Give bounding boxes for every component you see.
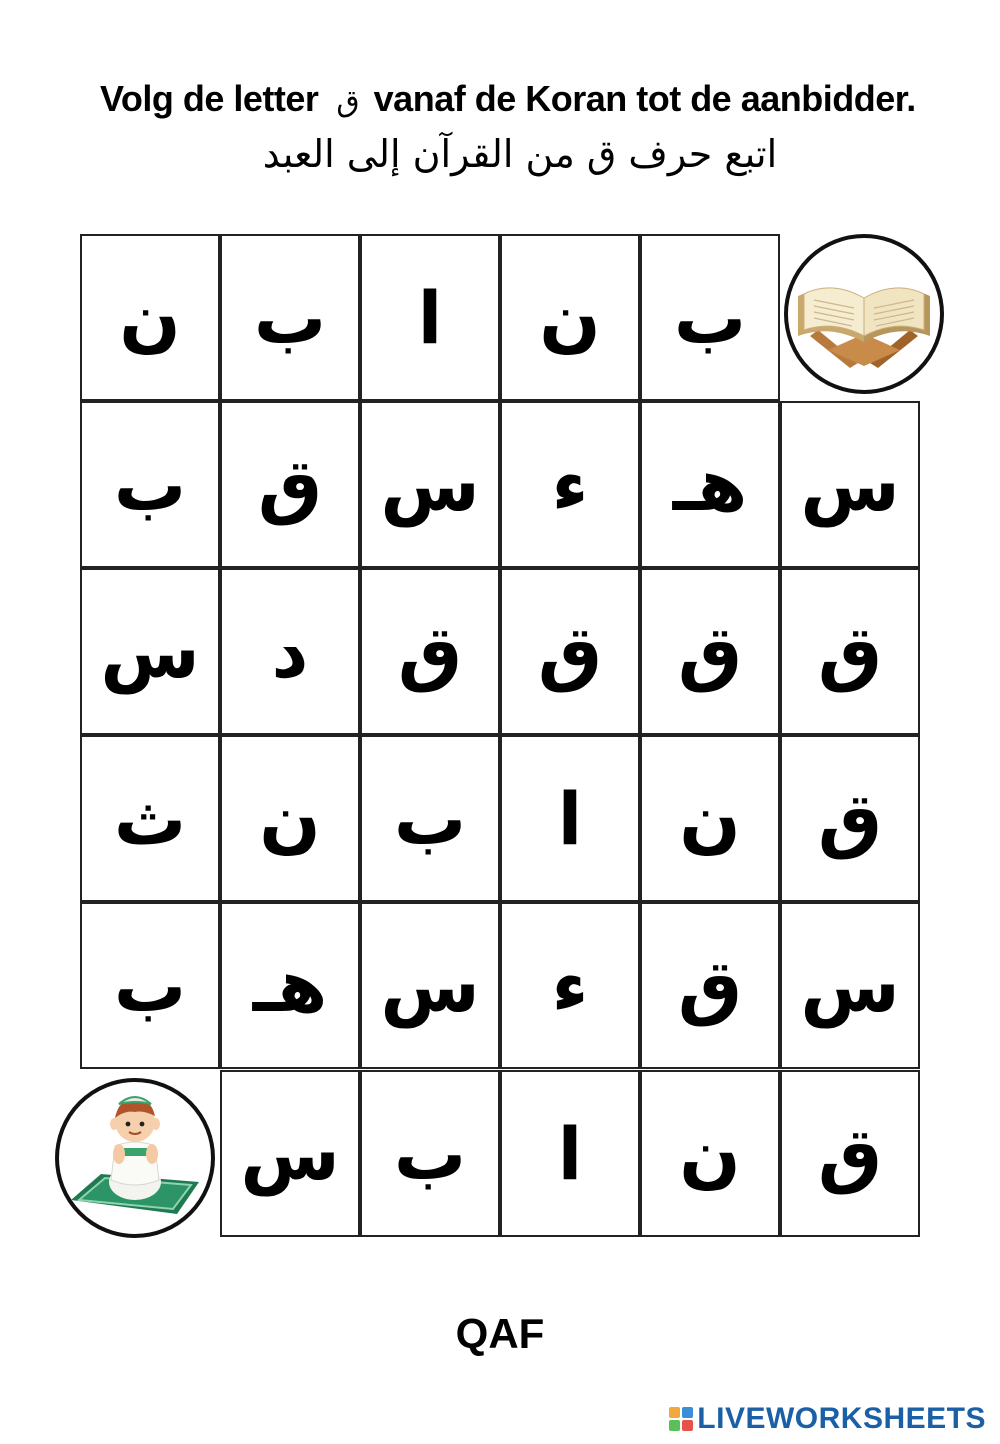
grid-cell[interactable]: ن <box>220 735 360 902</box>
instruction-letter: ق <box>336 84 360 119</box>
grid-cell[interactable]: ب <box>80 902 220 1069</box>
grid-cell[interactable]: ب <box>640 234 780 401</box>
grid-cell[interactable]: ق <box>220 401 360 568</box>
grid-cell[interactable]: د <box>220 568 360 735</box>
quran-book-icon <box>788 238 940 390</box>
instruction-dutch-before: Volg de letter <box>100 78 319 119</box>
brand-name: LIVEWORKSHEETS <box>697 1402 986 1435</box>
grid-cell[interactable]: ق <box>780 1070 920 1237</box>
praying-boy-icon <box>59 1082 211 1234</box>
grid-cell[interactable]: س <box>360 902 500 1069</box>
praying-boy-image <box>55 1078 215 1238</box>
grid-cell[interactable]: ب <box>220 234 360 401</box>
grid-cell[interactable]: ق <box>360 568 500 735</box>
grid-cell[interactable]: ء <box>500 401 640 568</box>
grid-cell[interactable]: ب <box>80 401 220 568</box>
liveworksheets-logo-icon <box>669 1407 693 1431</box>
grid-cell[interactable]: ن <box>80 234 220 401</box>
grid-cell[interactable]: ق <box>500 568 640 735</box>
liveworksheets-brand <box>669 1402 986 1436</box>
grid-cell[interactable]: س <box>220 1070 360 1237</box>
grid-cell[interactable]: ن <box>640 735 780 902</box>
grid-cell[interactable]: س <box>360 401 500 568</box>
grid-cell[interactable]: ا <box>360 234 500 401</box>
grid-cell[interactable]: ن <box>500 234 640 401</box>
grid-cell[interactable]: ث <box>80 735 220 902</box>
grid-cell[interactable]: ق <box>780 735 920 902</box>
grid-cell[interactable]: ا <box>500 1070 640 1237</box>
grid-cell[interactable]: هـ <box>220 902 360 1069</box>
grid-cell[interactable]: ب <box>360 735 500 902</box>
grid-cell[interactable]: ق <box>780 568 920 735</box>
grid-cell[interactable]: س <box>80 568 220 735</box>
grid-cell[interactable]: ا <box>500 735 640 902</box>
instruction-dutch-after: vanaf de Koran tot de aanbidder. <box>373 78 916 119</box>
grid-cell[interactable]: ق <box>640 902 780 1069</box>
quran-image <box>784 234 944 394</box>
grid-cell[interactable]: س <box>780 401 920 568</box>
grid-cell[interactable]: ق <box>640 568 780 735</box>
instruction-dutch <box>100 78 940 120</box>
grid-cell[interactable]: ب <box>360 1070 500 1237</box>
grid-cell[interactable]: ن <box>640 1070 780 1237</box>
grid-cell[interactable]: ء <box>500 902 640 1069</box>
letter-name-label: QAF <box>455 1310 545 1357</box>
grid-cell[interactable]: س <box>780 902 920 1069</box>
instruction-arabic: اتبع حرف ق من القرآن إلى العبد <box>262 132 778 176</box>
grid-cell[interactable]: هـ <box>640 401 780 568</box>
